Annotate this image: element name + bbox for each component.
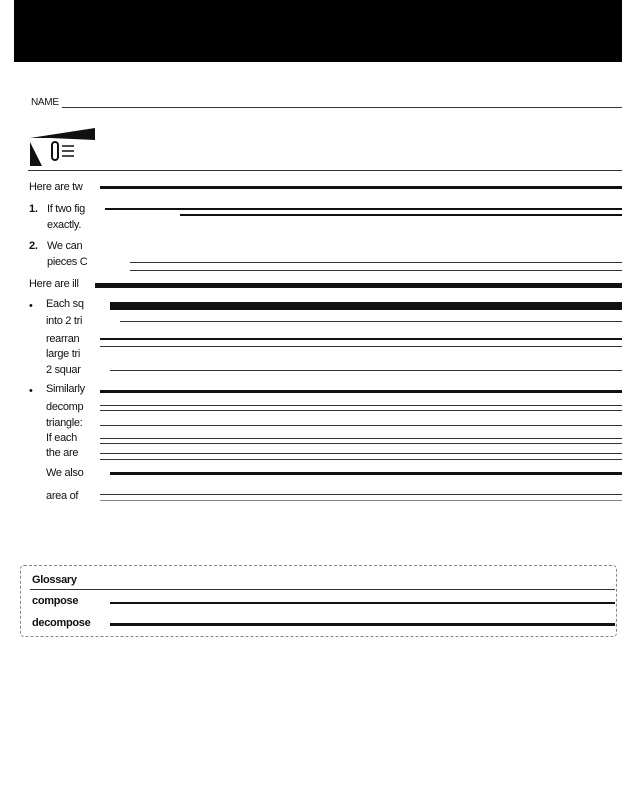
bullet-text: If each (46, 432, 77, 444)
redacted-line (105, 208, 622, 210)
redacted-line (100, 390, 622, 393)
bullet-text: decomp (46, 401, 84, 413)
illustration-intro: Here are ill (29, 278, 79, 290)
redacted-line (110, 472, 622, 475)
redacted-line (100, 186, 622, 189)
header-bar (14, 0, 622, 62)
redacted-line (130, 270, 622, 271)
redacted-line (180, 214, 622, 216)
redacted-line (100, 338, 622, 340)
redacted-line (100, 459, 622, 460)
bullet-text: rearran (46, 333, 80, 345)
redacted-line (100, 405, 622, 406)
divider (28, 170, 622, 171)
redacted-line (100, 425, 622, 426)
redacted-line (95, 283, 622, 288)
bullet-text: We also (46, 467, 84, 479)
bullet-text: into 2 tri (46, 315, 83, 327)
redacted-line (110, 623, 615, 626)
redacted-line (130, 262, 622, 263)
redacted-line (100, 453, 622, 454)
bullet-icon: • (29, 300, 33, 312)
redacted-line (100, 346, 622, 347)
redacted-line (120, 321, 622, 322)
redacted-line (100, 443, 622, 444)
bullet-text: large tri (46, 348, 80, 360)
name-line[interactable] (62, 107, 622, 108)
item-number: 2. (29, 240, 38, 252)
bullet-text: triangle: (46, 417, 83, 429)
redacted-line (110, 370, 622, 371)
redacted-line (100, 500, 622, 501)
bullet-text: 2 squar (46, 364, 81, 376)
glossary-box (20, 565, 617, 637)
item-text: exactly. (47, 219, 82, 231)
glossary-title: Glossary (32, 574, 77, 586)
bullet-text: Similarly (46, 383, 85, 395)
name-label: NAME (31, 97, 59, 108)
glossary-term: compose (32, 595, 79, 607)
redacted-line (100, 494, 622, 495)
paperclip-notes-icon (30, 128, 95, 166)
intro-text: Here are tw (29, 181, 83, 193)
redacted-line (100, 438, 622, 439)
bullet-text: area of (46, 490, 79, 502)
item-text: We can (47, 240, 83, 252)
redacted-line (110, 602, 615, 604)
bullet-icon: • (29, 385, 33, 397)
item-text: pieces C (47, 256, 88, 268)
bullet-text: Each sq (46, 298, 84, 310)
redacted-line (100, 410, 622, 411)
bullet-text: the are (46, 447, 79, 459)
item-number: 1. (29, 203, 38, 215)
glossary-term: decompose (32, 617, 91, 629)
item-text: If two fig (47, 203, 85, 215)
divider (30, 589, 615, 590)
redacted-line (110, 302, 622, 310)
